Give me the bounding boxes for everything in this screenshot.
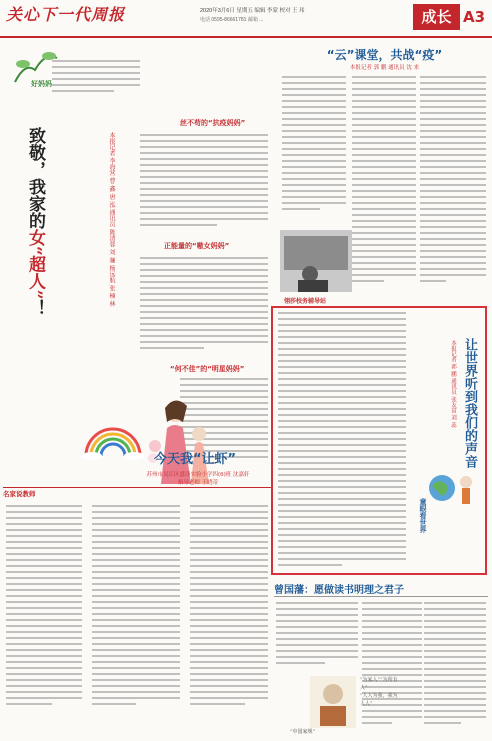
column-tag: 好妈妈 [31, 80, 52, 88]
classroom-byline: 本报记者 郭 鹏 通讯员 沈 来 [349, 65, 420, 71]
classroom-col-1 [282, 76, 346, 214]
classroom-title: “云”课堂，共战“疫” [326, 48, 443, 62]
subhead-1: 丝不苟的“抗疫妈妈” [180, 119, 246, 127]
poster-line-2: “人人为我，我为人人” [360, 693, 398, 707]
masthead-date: 2020年3月6日 星期五 编辑 李蒙 校对 王 玮 [200, 8, 305, 14]
title-part-3: 女 [25, 229, 45, 246]
masthead-title: 关心下一代周报 [6, 5, 126, 24]
title-part-5: ！ [25, 299, 45, 317]
subhead-3: “何不佳”的“明星妈妈” [170, 365, 245, 373]
classroom-col-2 [352, 76, 416, 286]
title-part-2: 我家的 [25, 178, 45, 229]
rainbow-author: 苏州市吴江区盛泽实验小学四(6)班 沈嘉轩 [146, 472, 250, 478]
page-number: A3 [463, 8, 486, 26]
rainbow-col-2 [92, 505, 180, 709]
recommend-tag: 名家说教师 [3, 490, 36, 498]
poster-line-1: “为家人”“为所有人” [360, 677, 398, 691]
classroom-photo [280, 230, 352, 292]
family-rules-illustration [310, 676, 356, 728]
zeng-divider [274, 596, 488, 597]
globe-kid-icon [424, 468, 482, 510]
rainbow-col-3 [190, 505, 268, 709]
feature-left-column [3, 42, 119, 440]
feature-left-body [120, 42, 270, 440]
classroom-col-3 [420, 76, 486, 286]
feature-left-title [5, 127, 45, 427]
zeng-col-3 [424, 602, 486, 728]
title-part-4: “超人” [25, 246, 45, 300]
boxed-text [278, 312, 406, 570]
title-part-1: 致敬， [25, 127, 45, 178]
body-text-1 [140, 134, 268, 230]
masthead-bar [0, 0, 492, 38]
boxed-title: 让世界听到我们的声音 [462, 338, 477, 468]
section-label: 成长 [413, 4, 460, 30]
zeng-caption: “中国家规” [290, 729, 316, 735]
masthead-contact: 电话 0595-86661781 邮箱 ... [200, 17, 264, 23]
body-text-2 [140, 257, 268, 353]
rainbow-title: 今天我“让虾” [153, 452, 237, 467]
rainbow-col-1 [6, 505, 82, 709]
subhead-2: 正能量的“嗷女妈妈” [164, 242, 230, 250]
rainbow-teacher: 指导老师 王晓蒂 [177, 480, 219, 486]
boxed-authors: 本报记者 郭 鹏 通讯员 张友富 刘 蕊 [450, 340, 456, 428]
stamp-text: 童眼看世界 [419, 498, 427, 533]
divider [3, 487, 271, 488]
classroom-photo-caption: 翎莎校务辅导站 [284, 299, 327, 305]
zeng-col-1 [276, 602, 358, 668]
zeng-quote [360, 676, 400, 726]
feature-left-authors: 本报记者 李海营 曹 鑫 唐 泓 通讯员 陈清蓉 刘 骊 杨远航 张 楠 林 [108, 132, 115, 307]
zeng-title: 曾国藩：愿做读书明理之君子 [274, 585, 404, 596]
